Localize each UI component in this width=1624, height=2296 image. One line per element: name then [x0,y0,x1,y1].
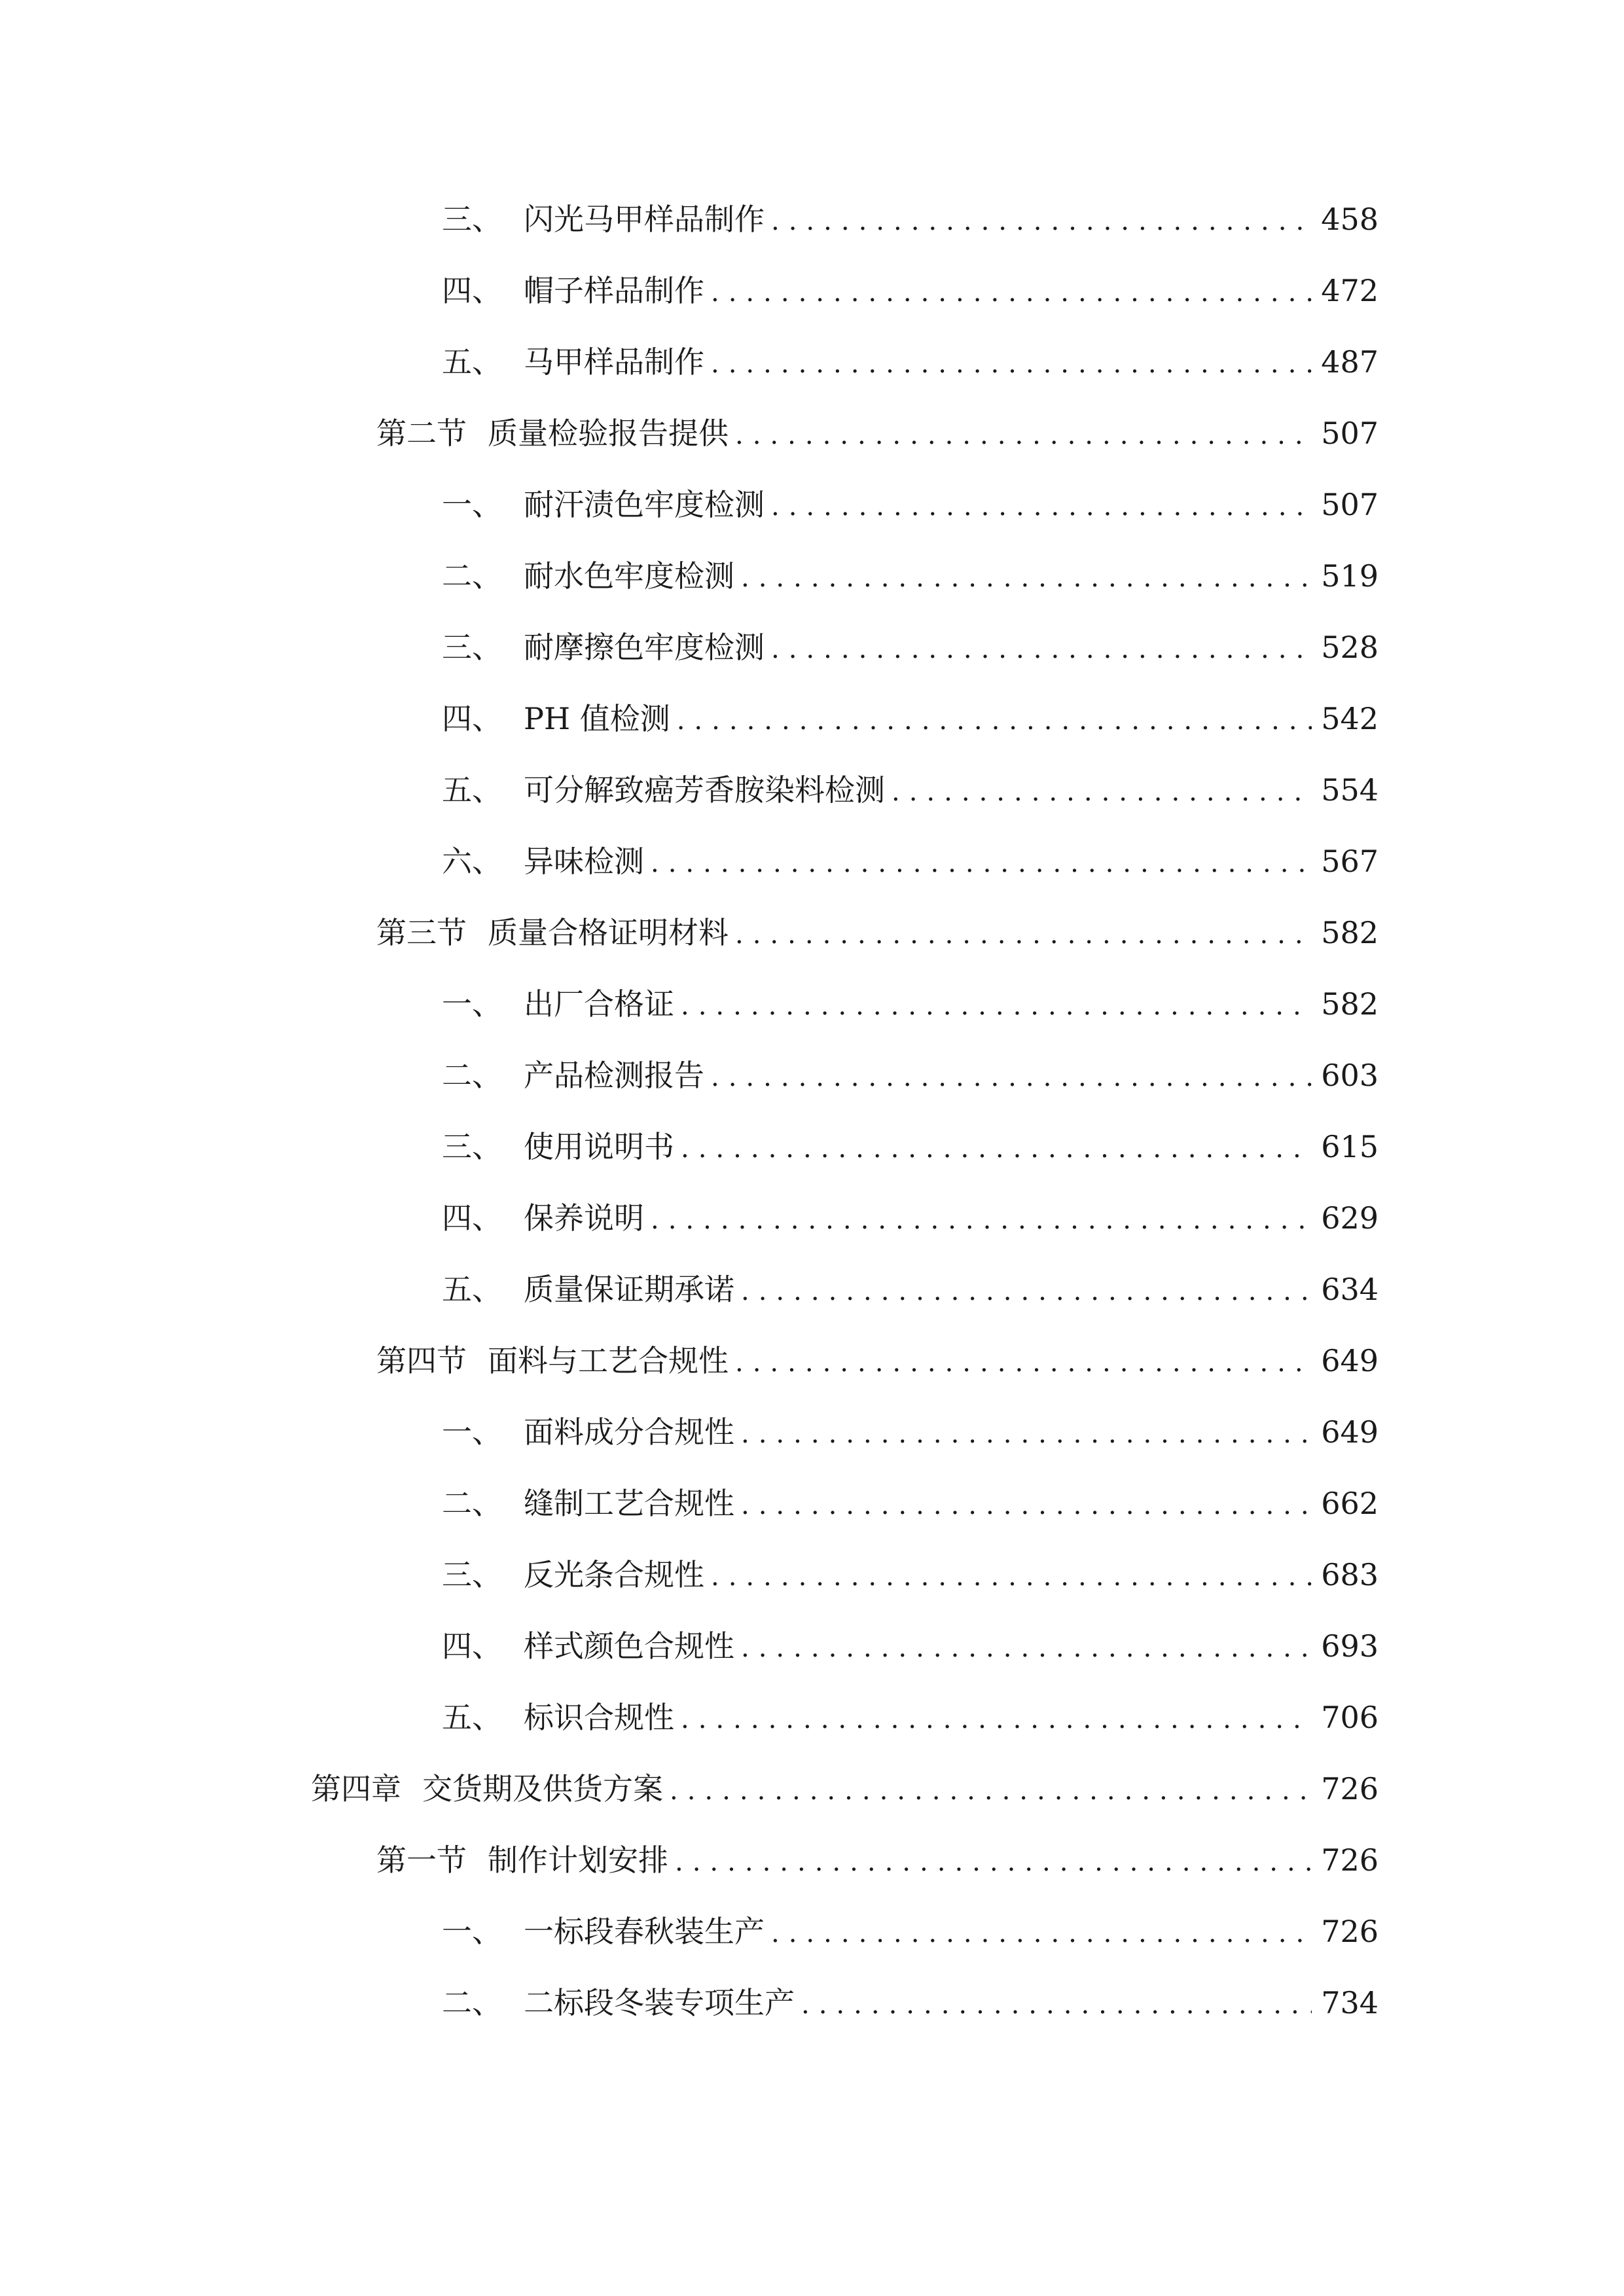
toc-entry-title: 反光条合规性 [524,1557,704,1592]
toc-entry-title: 质量保证期承诺 [524,1272,734,1307]
toc-page-number: 629 [1321,1200,1379,1236]
toc-page-number: 472 [1321,273,1379,308]
toc-entry-number: 第一节 [376,1842,467,1878]
toc-entry-number: 五、 [442,1272,502,1307]
toc-page-number: 662 [1321,1486,1379,1521]
toc-page-number: 458 [1321,202,1379,237]
toc-page-number: 693 [1321,1628,1379,1664]
toc-entry[interactable] [442,478,1379,531]
toc-entry-number: 三、 [442,630,502,665]
toc-entry[interactable] [376,407,1379,459]
toc-entry-title: 面料成分合规性 [524,1414,734,1450]
toc-dot-leader [711,338,1312,390]
toc-dot-leader [677,694,1312,747]
toc-entry-number: 一、 [442,1914,502,1949]
toc-dot-leader [771,1907,1312,1960]
toc-entry[interactable] [442,264,1379,317]
toc-entry-number: 一、 [442,1414,502,1450]
toc-entry[interactable] [442,193,1379,245]
toc-entry-number: 第三节 [376,915,467,950]
toc-entry-title: 耐摩擦色牢度检测 [524,630,765,665]
toc-entry-title: 闪光马甲样品制作 [524,202,765,237]
toc-page-number: 634 [1321,1272,1379,1307]
toc-entry-title: 交货期及供货方案 [422,1771,663,1806]
toc-entry[interactable] [442,1977,1379,2029]
toc-entry-number: 四、 [442,701,502,736]
toc-dot-leader [735,409,1312,461]
toc-page-number: 582 [1321,986,1379,1022]
toc-entry-title: 产品检测报告 [524,1058,704,1093]
toc-page-number: 683 [1321,1557,1379,1592]
toc-entry-title: 样式颜色合规性 [524,1628,734,1664]
toc-entry-number: 四、 [442,1200,502,1236]
toc-entry-number: 二、 [442,1985,502,2020]
toc-entry-title: 一标段春秋装生产 [524,1914,765,1949]
toc-entry-title: 马甲样品制作 [524,344,704,380]
toc-dot-leader [681,1122,1312,1175]
toc-entry-number: 五、 [442,772,502,808]
toc-dot-leader [711,1051,1312,1103]
toc-entry[interactable] [442,692,1379,745]
toc-entry[interactable] [442,1549,1379,1601]
toc-entry[interactable] [442,621,1379,673]
toc-dot-leader [741,1265,1312,1318]
toc-entry[interactable] [376,1335,1379,1387]
toc-dot-leader [741,1479,1312,1532]
toc-dot-leader [681,1693,1312,1746]
toc-entry[interactable] [376,1834,1379,1886]
toc-page-number: 567 [1321,844,1379,879]
toc-entry-title: 异味检测 [524,844,644,879]
toc-entry[interactable] [442,1263,1379,1316]
toc-page-number: 726 [1321,1771,1379,1806]
toc-entry-title: 面料与工艺合规性 [488,1343,729,1378]
toc-dot-leader [741,1408,1312,1460]
toc-page-number: 649 [1321,1343,1379,1378]
toc-dot-leader [771,480,1312,533]
toc-entry-number: 三、 [442,1129,502,1164]
toc-entry[interactable] [442,835,1379,888]
toc-page-number: 726 [1321,1842,1379,1878]
toc-entry-title: 帽子样品制作 [524,273,704,308]
toc-page-number: 726 [1321,1914,1379,1949]
toc-dot-leader [675,1836,1312,1888]
toc-entry-title: 耐汗渍色牢度检测 [524,487,765,522]
toc-entry-number: 二、 [442,558,502,594]
toc-dot-leader [771,623,1312,675]
toc-entry[interactable] [376,906,1379,959]
toc-entry[interactable] [442,336,1379,388]
toc-entry-title: 质量合格证明材料 [488,915,729,950]
toc-entry-title: 出厂合格证 [524,986,674,1022]
toc-entry-title: 耐水色牢度检测 [524,558,734,594]
toc-page-number: 603 [1321,1058,1379,1093]
toc-entry-number: 二、 [442,1058,502,1093]
toc-dot-leader [735,908,1312,961]
toc-dot-leader [711,1551,1312,1603]
toc-entry-number: 三、 [442,202,502,237]
toc-entry-title: 质量检验报告提供 [488,416,729,451]
toc-entry-title: 缝制工艺合规性 [524,1486,734,1521]
toc-entry[interactable] [442,1477,1379,1530]
toc-page-number: 649 [1321,1414,1379,1450]
toc-page-number: 734 [1321,1985,1379,2020]
toc-dot-leader [651,837,1312,889]
toc-dot-leader [681,980,1312,1032]
toc-page-number: 519 [1321,558,1379,594]
toc-entry-number: 一、 [442,487,502,522]
toc-entry[interactable] [442,1905,1379,1958]
toc-entry-number: 第四章 [311,1771,401,1806]
toc-page-number: 487 [1321,344,1379,380]
toc-dot-leader [651,1194,1312,1246]
toc-page-number: 507 [1321,487,1379,522]
toc-page-number: 615 [1321,1129,1379,1164]
toc-dot-leader [801,1979,1312,2031]
toc-entry-number: 六、 [442,844,502,879]
toc-dot-leader [771,195,1312,247]
toc-entry-number: 四、 [442,1628,502,1664]
toc-entry-number: 四、 [442,273,502,308]
toc-entry-title: PH 值检测 [524,701,670,736]
toc-entry-number: 一、 [442,986,502,1022]
toc-entry[interactable] [442,978,1379,1030]
toc-page-number: 582 [1321,915,1379,950]
toc-entry[interactable] [442,764,1379,816]
toc-entry-title: 标识合规性 [524,1700,674,1735]
toc-entry-title: 可分解致癌芳香胺染料检测 [524,772,885,808]
toc-dot-leader [741,552,1312,604]
toc-page-number: 528 [1321,630,1379,665]
toc-entry[interactable] [442,1620,1379,1672]
toc-entry-title: 制作计划安排 [488,1842,668,1878]
toc-entry[interactable] [442,1691,1379,1744]
toc-entry[interactable] [442,1121,1379,1173]
toc-entry[interactable] [311,1763,1379,1815]
toc-entry-number: 第二节 [376,416,467,451]
toc-dot-leader [741,1622,1312,1674]
toc-entry-number: 第四节 [376,1343,467,1378]
toc-dot-leader [735,1336,1312,1389]
toc-dot-leader [892,766,1312,818]
toc-entry-number: 二、 [442,1486,502,1521]
toc-entry-number: 五、 [442,1700,502,1735]
toc-entry-number: 五、 [442,344,502,380]
toc-page-number: 507 [1321,416,1379,451]
toc-entry-title: 使用说明书 [524,1129,674,1164]
toc-page-number: 554 [1321,772,1379,808]
toc-entry[interactable] [442,1049,1379,1102]
toc-page-number: 706 [1321,1700,1379,1735]
toc-entry[interactable] [442,1406,1379,1458]
toc-dot-leader [711,266,1312,319]
toc-entry-number: 三、 [442,1557,502,1592]
toc-dot-leader [670,1765,1312,1817]
toc-entry-title: 二标段冬装专项生产 [524,1985,795,2020]
toc-page-number: 542 [1321,701,1379,736]
toc-entry-title: 保养说明 [524,1200,644,1236]
toc-entry[interactable] [442,550,1379,602]
toc-entry[interactable] [442,1192,1379,1244]
